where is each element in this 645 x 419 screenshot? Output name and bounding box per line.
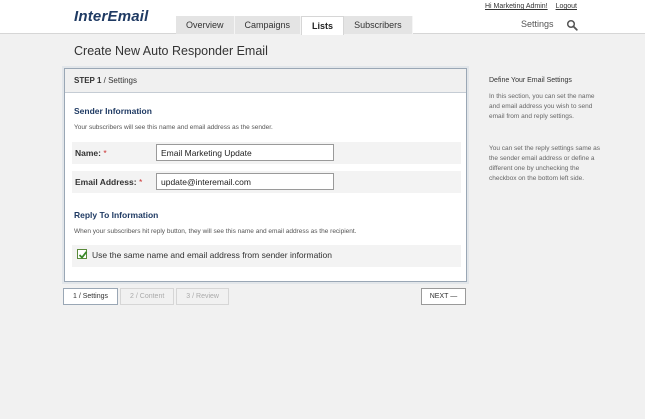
main-nav-tabs [176,16,413,34]
required-mark: * [138,177,143,187]
reply-same-label[interactable]: Use the same name and email address from sender information [92,250,333,260]
user-greeting-link[interactable]: Hi Marketing Admin! [484,3,548,10]
step-number: STEP 1 [74,76,102,85]
tab-campaigns[interactable]: Campaigns [235,16,302,34]
tab-lists[interactable]: Lists [301,16,344,35]
help-paragraph-1: In this section, you can set the name and email address you wish to send email from and reply settings. [489,93,595,120]
step-settings[interactable]: 1 / Settings [63,288,118,305]
help-paragraph-2: You can set the reply settings same as the sender email address or define a different one by unchecking the checkbox on the bottom left side. [489,145,601,182]
name-input[interactable] [156,144,334,161]
panel-header [65,69,466,93]
settings-link[interactable]: Settings [521,19,554,29]
settings-panel [64,68,467,282]
app-logo: InterEmail [74,8,149,25]
top-bar [0,0,645,34]
user-links [479,3,577,10]
step-indicator [63,288,231,305]
page-title: Create New Auto Responder Email [74,44,268,58]
tab-subscribers[interactable]: Subscribers [344,16,413,34]
reply-section-desc: When your subscribers hit reply button, they will see this name and email address as the recipient. [74,228,357,235]
logout-link[interactable]: Logout [555,3,577,10]
sender-section-desc: Your subscribers will see this name and email address as the sender. [74,124,273,131]
checkmark-icon [78,250,88,260]
email-row [72,171,461,193]
next-button[interactable]: NEXT — [421,288,466,305]
reply-section-title: Reply To Information [74,210,159,220]
step-review: 3 / Review [176,288,229,305]
tab-overview[interactable]: Overview [176,16,235,34]
step-content: 2 / Content [120,288,174,305]
name-row [72,142,461,164]
required-mark: * [103,148,107,158]
step-name: / Settings [101,76,137,85]
name-label: Name: * [75,148,107,158]
help-title: Define Your Email Settings [489,77,572,84]
reply-same-row [72,245,461,267]
email-label: Email Address: * [75,177,143,187]
search-icon[interactable] [566,18,578,30]
email-input[interactable] [156,173,334,190]
reply-same-checkbox[interactable] [77,249,87,259]
sender-section-title: Sender Information [74,106,152,116]
